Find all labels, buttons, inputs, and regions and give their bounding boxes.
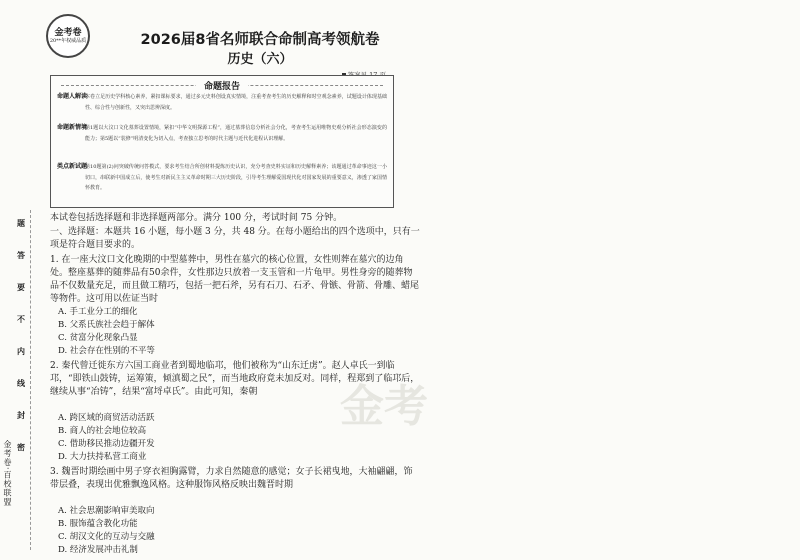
- watermark: 金考: [340, 381, 428, 432]
- seal-char: 线: [17, 378, 25, 388]
- question-stem: 2. 秦代曾迁徙东方六国工商业者到蜀地临邛，他们被称为“山东迁虏”。赵人卓氏一到临邛，“即铁山鼓铸，运筹策，倾滇蜀之民”，而当地政府竟未加反对。同样，程郑到了临邛后，继续从事“冶铸”，结果“富埒卓氏”。由此可知，秦朝: [50, 361, 420, 397]
- report-row-key: 命题人解读: [57, 93, 88, 100]
- question-option: B. 父系氏族社会趋于解体: [58, 320, 155, 330]
- question-stem: 3. 魏晋时期绘画中男子穿衣袒胸露臂，力求自然随意的感觉；女子长裙曳地，大袖翩翩，饰带层叠，表现出优雅飘逸风格。这种服饰风格反映出魏晋时期: [50, 467, 413, 490]
- question-option: C. 胡汉文化的互动与交融: [58, 532, 155, 542]
- exam-intro: 本试卷包括选择题和非选择题两部分。满分 100 分，考试时间 75 分钟。: [50, 213, 343, 223]
- exam-subtitle: 历史（六）: [227, 52, 293, 67]
- exam-title: 2026届8省名师联合命制高考领航卷: [140, 32, 380, 48]
- question-stem: 1. 在一座大汶口文化晚期的中型墓葬中，男性在墓穴的核心位置，女性则葬在墓穴的边角处。整座墓葬的随葬品有50余件，女性那边只放着一支玉管和一片龟甲。男性身旁的随葬物品不仅数量充足，而且做工精巧，包括一把石斧，另有石刀、石矛、骨镞、骨箭、骨雕、蜡尾等物件。这可用以佐证当时: [50, 255, 420, 304]
- report-row-value: 本卷立足历史学科核心素养，紧扣课标要求，通过多元史料创设真实情境，注重考查考生的历史解释和时空观念素养，试题设计体现基础性、综合性与创新性，又突出思辨深度。: [85, 94, 387, 111]
- question-option: A. 社会思潮影响审美取向: [58, 506, 155, 516]
- seal-char: 不: [17, 314, 25, 324]
- question-option: C. 借助移民推动边疆开发: [58, 439, 155, 449]
- question-option: A. 手工业分工的细化: [58, 307, 138, 317]
- seal-line-sidebar: [14, 210, 31, 550]
- seal-char: 密: [17, 442, 25, 452]
- report-row-value: 第10题第(2)问突破传统问答模式，要求考生结合所创材料提炼历史认识，充分考查史料实证和历史解释素养；该题通过革命事迹这一小切口，串联新中国成立后，使考生对新民主主义革命时期三大历史阶段，引导考生理解爱国现代化对国家发展的重要意义，渗透了家国情怀教育。: [85, 164, 387, 191]
- sidebar-label: 金考卷·百校联盟: [3, 440, 12, 507]
- logo-subtext: 20**年权威品质: [49, 38, 87, 44]
- report-row: [57, 123, 387, 144]
- section-title: 一、选择题：本题共 16 小题，每小题 3 分，共 48 分。在每小题给出的四个选项中，只有一项是符合题目要求的。: [50, 227, 420, 250]
- question-option: D. 经济发展冲击礼制: [58, 545, 138, 555]
- logo-text: 金考卷: [54, 28, 82, 38]
- seal-char: 封: [17, 410, 25, 420]
- question-option: D. 社会存在性别的不平等: [58, 346, 155, 356]
- seal-char: 题: [17, 218, 25, 228]
- report-row: [57, 162, 387, 194]
- question-option: C. 贫富分化现象凸显: [58, 333, 138, 343]
- question-option: A. 跨区域的商贸活动活跃: [58, 413, 155, 423]
- seal-char: 内: [17, 346, 25, 356]
- report-box: [50, 75, 394, 208]
- question-option: B. 服饰蕴含教化功能: [58, 519, 138, 529]
- question-option: D. 大力扶持私营工商业: [58, 452, 147, 462]
- seal-char: 答: [17, 250, 25, 260]
- brand-logo: [46, 14, 90, 58]
- seal-char: 要: [17, 282, 25, 292]
- report-row-value: 第1题以大汶口文化墓葬设置情境，紧扣“中华文明探源工程”，通过墓葬信息分析社会分化，考查考生运用唯物史观分析社会形态演变的能力；第5题以“装修”明清变化为切入点，考查独立思考的时代主题与近代化进程认识理解。: [85, 125, 387, 142]
- report-row-key: 类点新试题: [57, 163, 88, 170]
- question-option: B. 商人的社会地位较高: [58, 426, 147, 436]
- report-row: [57, 92, 387, 113]
- report-heading: 命题报告: [51, 79, 393, 92]
- report-row-key: 命题新情境: [57, 124, 88, 131]
